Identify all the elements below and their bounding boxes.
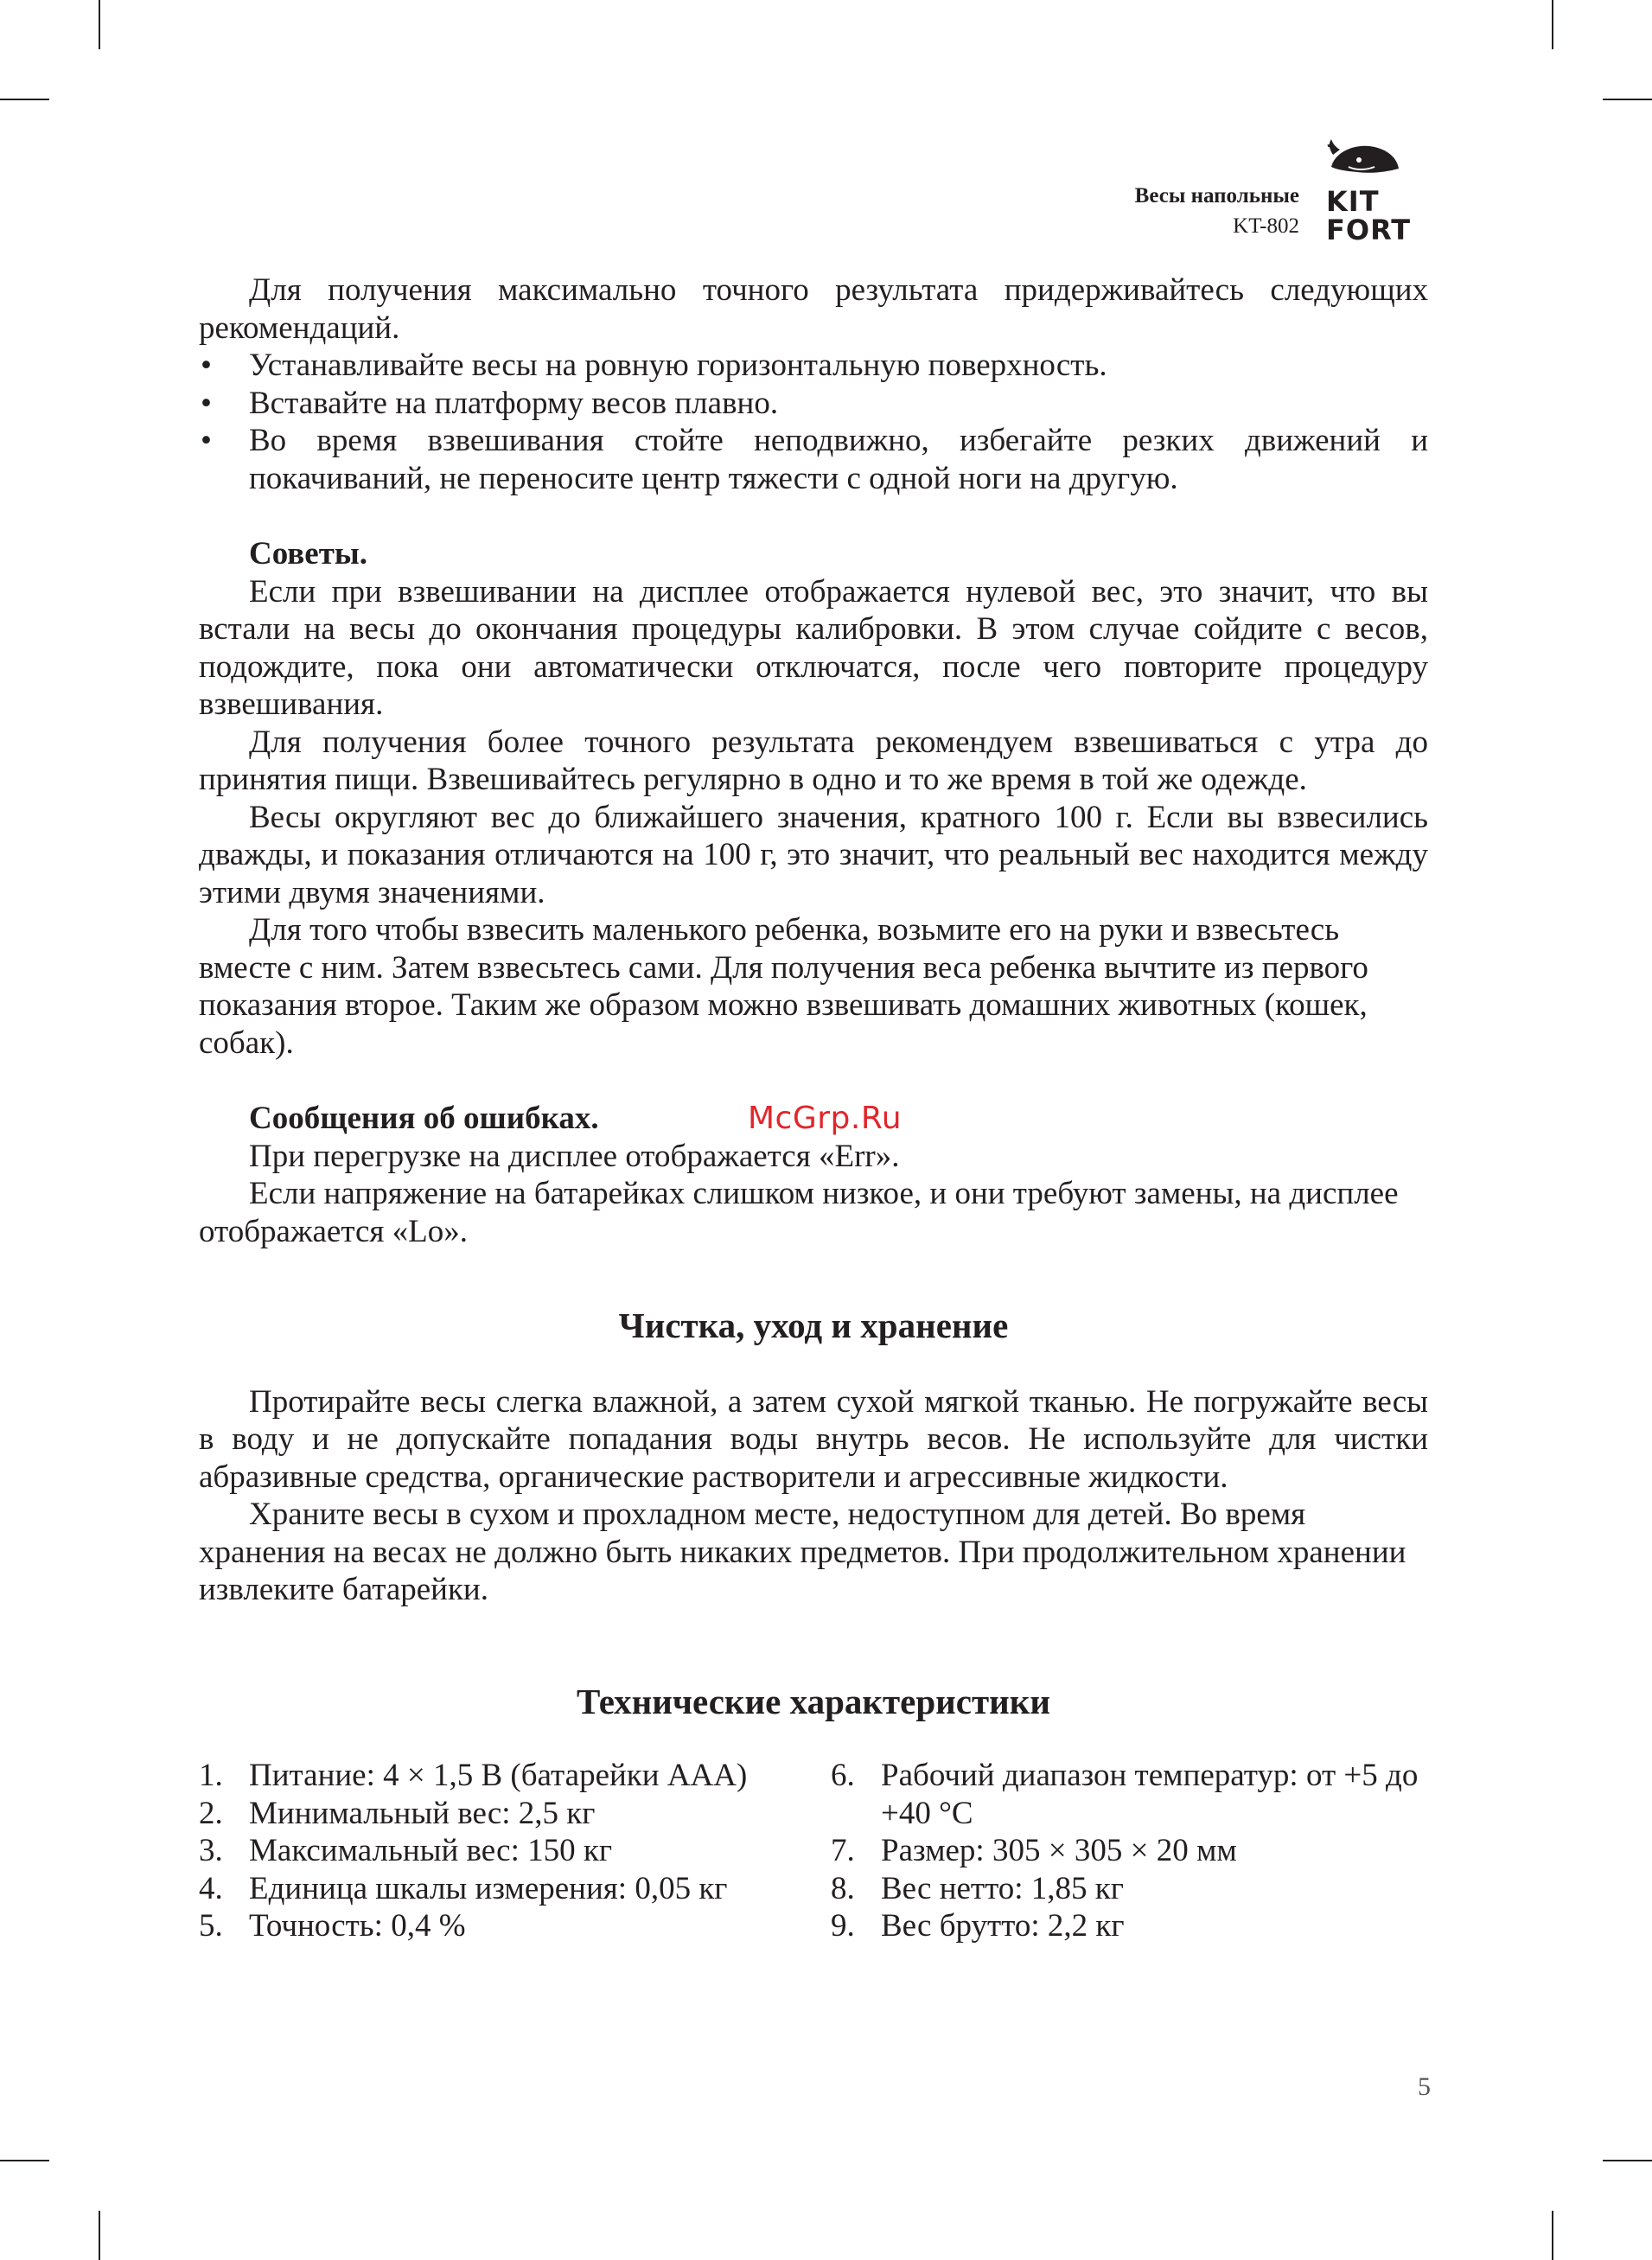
- spec-item: [831, 1907, 1428, 1945]
- spec-text: Единица шкалы измерения: 0,05 кг: [249, 1870, 728, 1906]
- spec-text: Питание: 4 × 1,5 В (батарейки AAA): [249, 1758, 748, 1793]
- spec-number: 8.: [831, 1870, 855, 1906]
- specs-section-title: Технические характеристики: [577, 1681, 1050, 1721]
- specs-column-left: [199, 1757, 831, 1945]
- tips-paragraph: Для того чтобы взвесить маленького ребенка, возьмите его на руки и взвесьтесь вместе с ним. Затем взвесьтесь сами. Для получения веса ребенка вычтите из первого показания второе. Таким же образом можно взвешивать домашних животных (кошек, собак).: [199, 912, 1368, 1061]
- crop-mark-bottom-left: [99, 2211, 100, 2260]
- kitfort-logo: [1326, 134, 1434, 246]
- spec-item: [199, 1907, 831, 1945]
- errors-heading: Сообщения об ошибках.: [249, 1101, 599, 1136]
- spec-text: Минимальный вес: 2,5 кг: [249, 1795, 596, 1831]
- spec-item: [831, 1832, 1428, 1870]
- bullet-icon: •: [201, 423, 212, 458]
- crop-mark-bottom-left-h: [0, 2160, 49, 2161]
- errors-paragraph: Если напряжение на батарейках слишком низкое, и они требуют замены, на дисплее отображается «Lo».: [199, 1176, 1399, 1249]
- crop-mark-top-right: [1552, 0, 1553, 49]
- spec-text: Максимальный вес: 150 кг: [249, 1833, 613, 1868]
- spec-number: 2.: [199, 1795, 223, 1831]
- tips-heading: Советы.: [249, 536, 368, 571]
- crop-mark-top-left: [99, 0, 100, 49]
- spec-number: 4.: [199, 1870, 223, 1906]
- logo-word-fort: FORT: [1326, 214, 1412, 246]
- crop-mark-top-right-h: [1603, 99, 1652, 100]
- bullet-icon: •: [201, 385, 212, 421]
- tips-paragraph: Если при взвешивании на дисплее отображается нулевой вес, это значит, что вы встали на весы до окончания процедуры калибровки. В этом случае сойдите с весов, подождите, пока они автоматически отключатся, после чего повторите процедуру взвешивания.: [199, 573, 1428, 722]
- list-item: [199, 347, 1428, 385]
- spec-text: Рабочий диапазон температур: от +5 до +40 °C: [881, 1758, 1419, 1831]
- crop-mark-bottom-right-h: [1603, 2160, 1652, 2161]
- spec-item: [831, 1757, 1428, 1832]
- specs-column-right: [831, 1757, 1428, 1945]
- intro-paragraph: Для получения максимально точного результата придерживайтесь следующих рекомендаций.: [199, 272, 1428, 346]
- logo-word-kit: KIT: [1326, 185, 1380, 218]
- spec-item: [199, 1757, 831, 1795]
- spec-text: Вес нетто: 1,85 кг: [881, 1870, 1124, 1906]
- crop-mark-bottom-right: [1552, 2211, 1553, 2260]
- care-paragraph: Храните весы в сухом и прохладном месте, недоступном для детей. Во время хранения на весах не должно быть никаких предметов. При продолжительном хранении извлеките батарейки.: [199, 1497, 1406, 1607]
- whale-icon: [1326, 134, 1404, 186]
- spec-item: [199, 1870, 831, 1908]
- list-item: [199, 385, 1428, 423]
- spec-number: 3.: [199, 1833, 223, 1868]
- spec-number: 6.: [831, 1758, 855, 1793]
- spec-item: [199, 1795, 831, 1833]
- list-item-text: Во время взвешивания стойте неподвижно, избегайте резких движений и покачиваний, не переносите центр тяжести с одной ноги на другую.: [249, 423, 1428, 496]
- crop-mark-top-left-h: [0, 99, 49, 100]
- spec-number: 9.: [831, 1908, 855, 1944]
- page-content: [199, 271, 1428, 1945]
- spec-text: Точность: 0,4 %: [249, 1908, 466, 1944]
- spec-text: Размер: 305 × 305 × 20 мм: [881, 1833, 1237, 1868]
- bullet-icon: •: [201, 348, 212, 383]
- errors-heading-row: [199, 1100, 1428, 1138]
- list-item: [199, 422, 1428, 497]
- spec-item: [199, 1832, 831, 1870]
- care-paragraph: Протирайте весы слегка влажной, а затем сухой мягкой тканью. Не погружайте весы в воду и не допускайте попадания воды внутрь весов. Не используйте для чистки абразивные средства, органические растворители и агрессивные жидкости.: [199, 1383, 1428, 1495]
- page-number: 5: [1418, 2072, 1431, 2101]
- product-name: Весы напольные: [1134, 184, 1299, 207]
- specs-list: [199, 1757, 1428, 1945]
- page-header: [1135, 181, 1299, 241]
- spec-text: Вес брутто: 2,2 кг: [881, 1908, 1125, 1944]
- errors-paragraph: При перегрузке на дисплее отображается «Err».: [249, 1138, 900, 1174]
- spec-number: 5.: [199, 1908, 223, 1944]
- product-model: KT-802: [1233, 214, 1299, 238]
- tips-paragraph: Весы округляют вес до ближайшего значения, кратного 100 г. Если вы взвесились дважды, и показания отличаются на 100 г, это значит, что реальный вес находится между этими двумя значениями.: [199, 799, 1428, 910]
- spec-number: 7.: [831, 1833, 855, 1868]
- list-item-text: Устанавливайте весы на ровную горизонтальную поверхность.: [249, 348, 1107, 383]
- list-item-text: Вставайте на платформу весов плавно.: [249, 385, 779, 421]
- tips-paragraph: Для получения более точного результата рекомендуем взвешиваться с утра до принятия пищи. Взвешивайтесь регулярно в одно и то же время в той же одежде.: [199, 724, 1428, 797]
- recommendation-list: [199, 347, 1428, 497]
- spec-number: 1.: [199, 1758, 223, 1793]
- care-section-title: Чистка, уход и хранение: [618, 1306, 1009, 1345]
- spec-item: [831, 1870, 1428, 1908]
- watermark: McGrp.Ru: [748, 1101, 903, 1136]
